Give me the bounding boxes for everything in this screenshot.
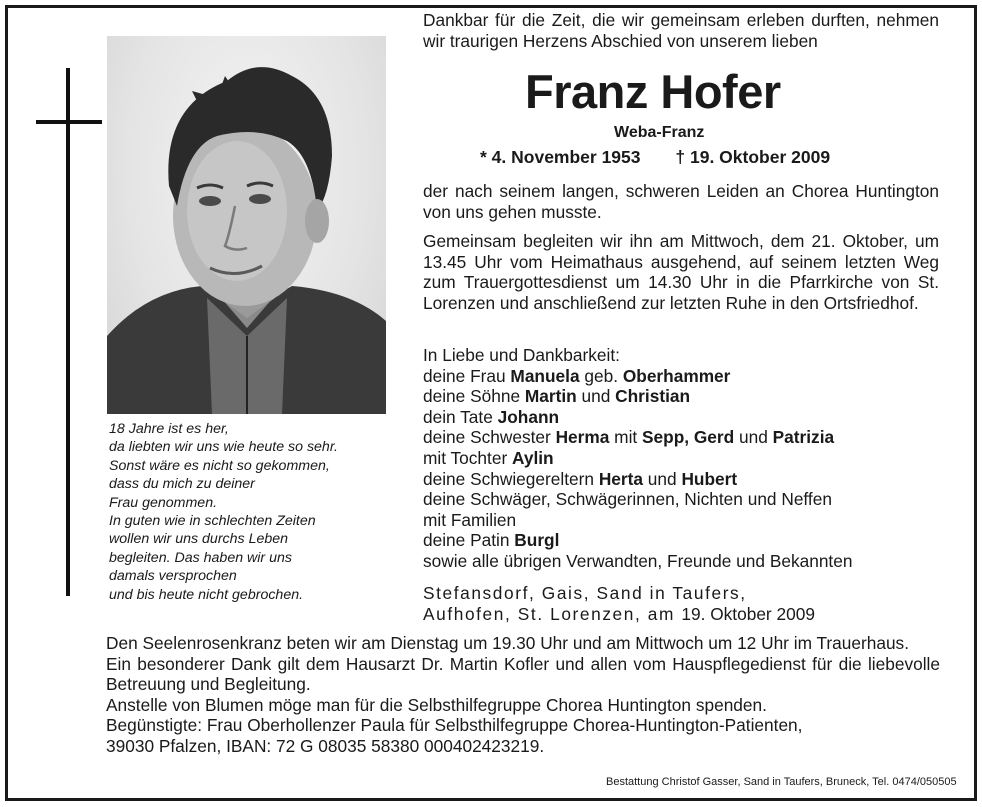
place-date xyxy=(423,583,815,625)
family-name: Oberhammer xyxy=(622,365,731,386)
family-heading: In Liebe und Dankbarkeit: xyxy=(423,345,620,365)
thanks-text: Ein besonderer Dank gilt dem Hausarzt Dr. Martin Kofler und allen vom Hauspflegedienst für die liebevolle Betreuung und Begleitung. xyxy=(106,653,940,694)
family-name: Patrizia xyxy=(772,427,835,448)
family-text: geb. xyxy=(579,365,623,386)
poem-line: In guten wie in schlechten Zeiten xyxy=(109,513,316,530)
donation-line: Anstelle von Blumen möge man für die Selbsthilfegruppe Chorea Huntington spenden. xyxy=(106,694,767,715)
birth-date: * 4. November 1953 xyxy=(480,147,641,167)
nickname: Weba-Franz xyxy=(614,124,705,141)
family-text: mit Tochter xyxy=(423,447,512,468)
family-text: deine Schwiegereltern xyxy=(423,468,599,489)
family-list xyxy=(423,345,852,572)
family-line xyxy=(423,407,852,428)
family-text: und xyxy=(576,386,616,407)
poem-line: Frau genommen. xyxy=(109,494,218,511)
place-line: Stefansdorf, Gais, Sand in Taufers, xyxy=(423,583,747,603)
poem-line: dass du mich zu deiner xyxy=(109,476,255,493)
family-line: sowie alle übrigen Verwandten, Freunde und Bekannten xyxy=(423,550,853,571)
donation-line: Begünstigte: Frau Oberhollenzer Paula für Selbsthilfegruppe Chorea-Huntington-Patienten, xyxy=(106,715,803,735)
place-date-text: 19. Oktober 2009 xyxy=(681,604,815,624)
family-text: dein Tate xyxy=(423,406,498,427)
family-name: Christian xyxy=(615,386,691,407)
family-line xyxy=(423,530,852,551)
poem-line: 18 Jahre ist es her, xyxy=(109,421,229,437)
family-text: und xyxy=(734,427,773,448)
place-line xyxy=(423,604,815,625)
rosary-text: Den Seelenrosenkranz beten wir am Dienstag um 19.30 Uhr und am Mittwoch um 12 Uhr im Trauerhaus. xyxy=(106,633,909,653)
family-name: Herta xyxy=(598,468,643,489)
intro-text: Dankbar für die Zeit, die wir gemeinsam erleben durften, nehmen wir traurigen Herzens Abschied von unserem lieben xyxy=(423,10,939,51)
cross-icon-bar xyxy=(36,120,102,124)
funeral-home-credit: Bestattung Christof Gasser, Sand in Taufers, Bruneck, Tel. 0474/050505 xyxy=(606,776,957,788)
family-line: mit Familien xyxy=(423,509,517,530)
poem xyxy=(109,420,399,604)
family-line xyxy=(423,366,852,387)
family-text: deine Frau xyxy=(423,365,511,386)
family-text: deine Patin xyxy=(423,530,515,551)
donation-line: 39030 Pfalzen, IBAN: 72 G 08035 58380 000402423219. xyxy=(106,735,545,756)
family-name: Martin xyxy=(524,386,577,407)
family-line xyxy=(423,386,852,407)
family-line xyxy=(423,469,852,490)
poem-line: wollen wir uns durchs Leben xyxy=(109,531,289,548)
place-text: Aufhofen, St. Lorenzen, am xyxy=(423,604,682,624)
family-text: mit xyxy=(609,427,643,448)
family-name: Manuela xyxy=(510,365,580,386)
life-dates xyxy=(480,147,830,168)
passing-text: der nach seinem langen, schweren Leiden an Chorea Huntington von uns gehen musste. xyxy=(423,181,939,222)
deceased-name: Franz Hofer xyxy=(525,65,781,118)
family-name: Johann xyxy=(497,406,560,427)
family-text: und xyxy=(643,468,682,489)
family-name: Aylin xyxy=(512,447,554,468)
family-line xyxy=(423,448,852,469)
closing-notes xyxy=(106,633,940,756)
poem-line: und bis heute nicht gebrochen. xyxy=(109,586,304,603)
poem-line: Sonst wäre es nicht so gekommen, xyxy=(109,457,330,474)
funeral-text: Gemeinsam begleiten wir ihn am Mittwoch, dem 21. Oktober, um 13.45 Uhr vom Heimathaus ausgehend, auf seinem letzten Weg zum Trauergottesdienst um 14.30 Uhr in die Pfarrkirche von St. Lorenzen und anschließend zur letzten Ruhe in den Ortsfriedhof. xyxy=(423,231,939,313)
portrait-photo xyxy=(107,36,386,414)
family-text: deine Söhne xyxy=(423,386,525,407)
poem-line: begleiten. Das haben wir uns xyxy=(109,549,292,566)
poem-line: damals versprochen xyxy=(109,568,237,585)
family-name: Burgl xyxy=(514,530,560,551)
cross-icon xyxy=(66,68,70,596)
family-text: deine Schwester xyxy=(423,427,556,448)
family-line: deine Schwäger, Schwägerinnen, Nichten und Neffen xyxy=(423,489,832,510)
death-date: † 19. Oktober 2009 xyxy=(675,147,831,167)
family-line xyxy=(423,427,852,448)
intro-block xyxy=(423,10,939,51)
family-name: Hubert xyxy=(681,468,738,489)
family-name: Herma xyxy=(555,427,610,448)
family-name: Sepp, Gerd xyxy=(642,427,735,448)
poem-line: da liebten wir uns wie heute so sehr. xyxy=(109,439,338,456)
